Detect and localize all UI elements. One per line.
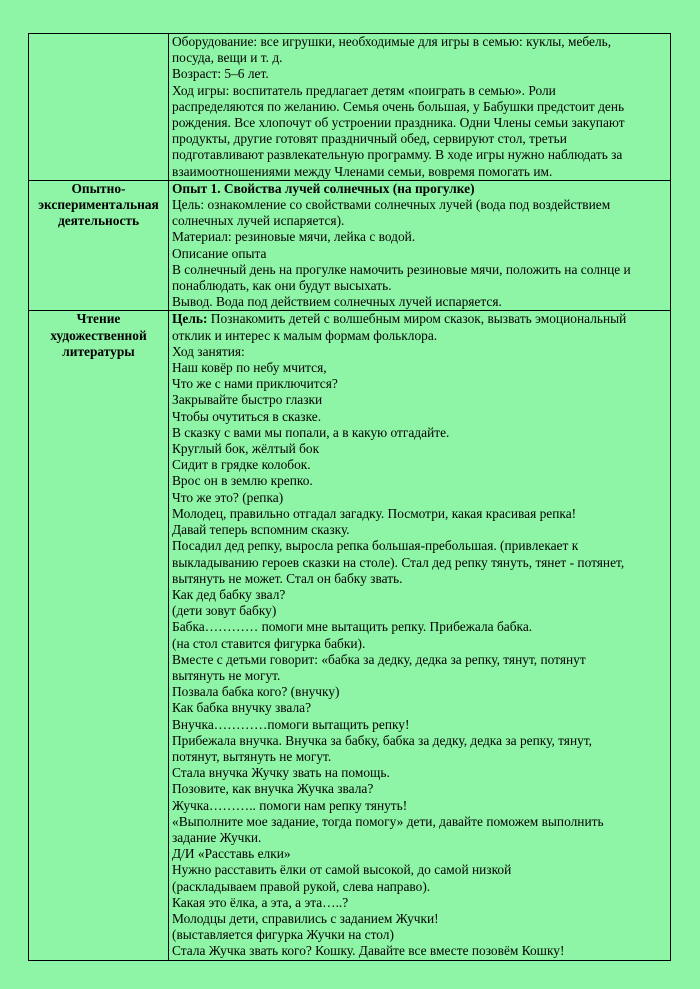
category-label-line: деятельность bbox=[57, 213, 140, 229]
text-line: Круглый бок, жёлтый бок bbox=[172, 441, 320, 457]
text-line: Материал: резиновые мячи, лейка с водой. bbox=[172, 229, 416, 245]
text-line: рождения. Все хлопочут об устроении праздника. Одни Члены семьи закупают bbox=[172, 115, 625, 131]
text-line: Что же с нами приключится? bbox=[172, 376, 338, 392]
text-line: Нужно расставить ёлки от самой высокой, до самой низкой bbox=[172, 862, 512, 878]
table-row bbox=[29, 34, 671, 181]
text-line: задание Жучки. bbox=[172, 829, 262, 845]
text-line: Жучка……….. помоги нам репку тянуть! bbox=[172, 797, 408, 813]
text-line: Врос он в землю крепко. bbox=[172, 473, 313, 489]
text-line: распределяются по желанию. Семья очень большая, у Бабушки предстоит день bbox=[172, 98, 625, 114]
text-line: «Выполните мое задание, тогда помогу» дети, давайте поможем выполнить bbox=[172, 813, 604, 829]
text-line: Закрывайте быстро глазки bbox=[172, 392, 323, 408]
text-line: В солнечный день на прогулке намочить резиновые мячи, положить на солнце и bbox=[172, 261, 631, 277]
text-line: Сидит в грядке колобок. bbox=[172, 457, 311, 473]
category-cell-reading bbox=[29, 311, 169, 960]
experiment-heading: Опыт 1. Свойства лучей солнечных (на прогулке) bbox=[172, 180, 475, 196]
text-line: Давай теперь вспомним сказку. bbox=[172, 522, 350, 538]
text-line: Прибежала внучка. Внучка за бабку, бабка за дедку, дедка за репку, тянут, bbox=[172, 732, 593, 748]
text-line: Ход занятия: bbox=[172, 343, 245, 359]
text-line: вытянуть не могут. bbox=[172, 667, 281, 683]
text-line: Бабка………… помоги мне вытащить репку. Прибежала бабка. bbox=[172, 619, 533, 635]
text-line: Описание опыта bbox=[172, 245, 267, 261]
text-line: Молодцы дети, справились с заданием Жучки! bbox=[172, 910, 439, 926]
text-line: Д/И «Расставь елки» bbox=[172, 846, 291, 862]
text-line: Молодец, правильно отгадал загадку. Посмотри, какая красивая репка! bbox=[172, 505, 577, 521]
text-line: Посадил дед репку, выросла репка большая-пребольшая. (привлекает к bbox=[172, 538, 579, 554]
text-line: посуда, вещи и т. д. bbox=[172, 50, 283, 66]
goal-text: Познакомить детей с волшебным миром сказок, вызвать эмоциональный bbox=[207, 311, 627, 327]
text-line: Чтобы очутиться в сказке. bbox=[172, 408, 322, 424]
text-line: (выставляется фигурка Жучки на стол) bbox=[172, 927, 394, 943]
category-label-line: Чтение bbox=[76, 311, 121, 327]
category-label-line: экспериментальная bbox=[38, 197, 159, 213]
text-line: (на стол ставится фигурка бабки). bbox=[172, 635, 366, 651]
text-line: Цель: ознакомление со свойствами солнечных лучей (вода под воздействием bbox=[172, 197, 611, 213]
text-line: Как дед бабку звал? bbox=[172, 586, 286, 602]
text-line: потянут, вытянуть не могут. bbox=[172, 748, 332, 764]
text-line: отклик и интерес к малым формам фольклора. bbox=[172, 327, 438, 343]
lesson-plan-table bbox=[28, 33, 671, 961]
text-line: продукты, другие готовят праздничный обед, сервируют стол, третьи bbox=[172, 131, 567, 147]
category-label-line: Опытно- bbox=[71, 180, 126, 196]
text-line: Оборудование: все игрушки, необходимые для игры в семью: куклы, мебель, bbox=[172, 34, 612, 49]
content-cell-experiment bbox=[169, 180, 671, 311]
text-line: Внучка…………помоги вытащить репку! bbox=[172, 716, 410, 732]
text-line: (раскладываем правой рукой, слева направо). bbox=[172, 878, 431, 894]
content-cell-role-play bbox=[169, 34, 671, 181]
text-line: подготавливают развлекательную программу. В ходе игры нужно наблюдать за bbox=[172, 147, 623, 163]
text-line: Что же это? (репка) bbox=[172, 489, 284, 505]
text-line: Наш ковёр по небу мчится, bbox=[172, 360, 327, 376]
document-page bbox=[28, 33, 671, 961]
text-line: Позвала бабка кого? (внучку) bbox=[172, 684, 340, 700]
text-line: Вывод. Вода под действием солнечных лучей испаряется. bbox=[172, 294, 502, 310]
text-line: (дети зовут бабку) bbox=[172, 603, 277, 619]
table-row bbox=[29, 180, 671, 311]
goal-label: Цель: bbox=[172, 311, 208, 327]
category-label-line: художественной bbox=[50, 327, 147, 343]
text-line: взаимоотношениями между Членами семьи, вовремя помогать им. bbox=[172, 163, 553, 179]
text-line: выкладыванию героев сказки на столе). Стал дед репку тянуть, тянет - потянет, bbox=[172, 554, 625, 570]
text-line: солнечных лучей испаряется). bbox=[172, 213, 345, 229]
text-line: вытянуть не может. Стал он бабку звать. bbox=[172, 570, 403, 586]
text-line: В сказку с вами мы попали, а в какую отгадайте. bbox=[172, 424, 450, 440]
text-line: Как бабка внучку звала? bbox=[172, 700, 312, 716]
goal-line bbox=[172, 311, 667, 327]
category-cell-experiment bbox=[29, 180, 169, 311]
content-cell-reading bbox=[169, 311, 671, 960]
table-row bbox=[29, 311, 671, 960]
text-line: Позовите, как внучка Жучка звала? bbox=[172, 781, 374, 797]
text-line: Какая это ёлка, а эта, а эта…..? bbox=[172, 894, 349, 910]
text-line: понаблюдать, как они будут высыхать. bbox=[172, 278, 392, 294]
text-line: Вместе с детьми говорит: «бабка за дедку, дедка за репку, тянут, потянут bbox=[172, 651, 586, 667]
text-line: Стала Жучка звать кого? Кошку. Давайте все вместе позовём Кошку! bbox=[172, 943, 565, 959]
text-line: Возраст: 5–6 лет. bbox=[172, 66, 269, 82]
category-cell-empty bbox=[29, 34, 169, 181]
text-line: Ход игры: воспитатель предлагает детям «поиграть в семью». Роли bbox=[172, 82, 556, 98]
text-line: Стала внучка Жучку звать на помощь. bbox=[172, 765, 390, 781]
category-label-line: литературы bbox=[62, 343, 135, 359]
